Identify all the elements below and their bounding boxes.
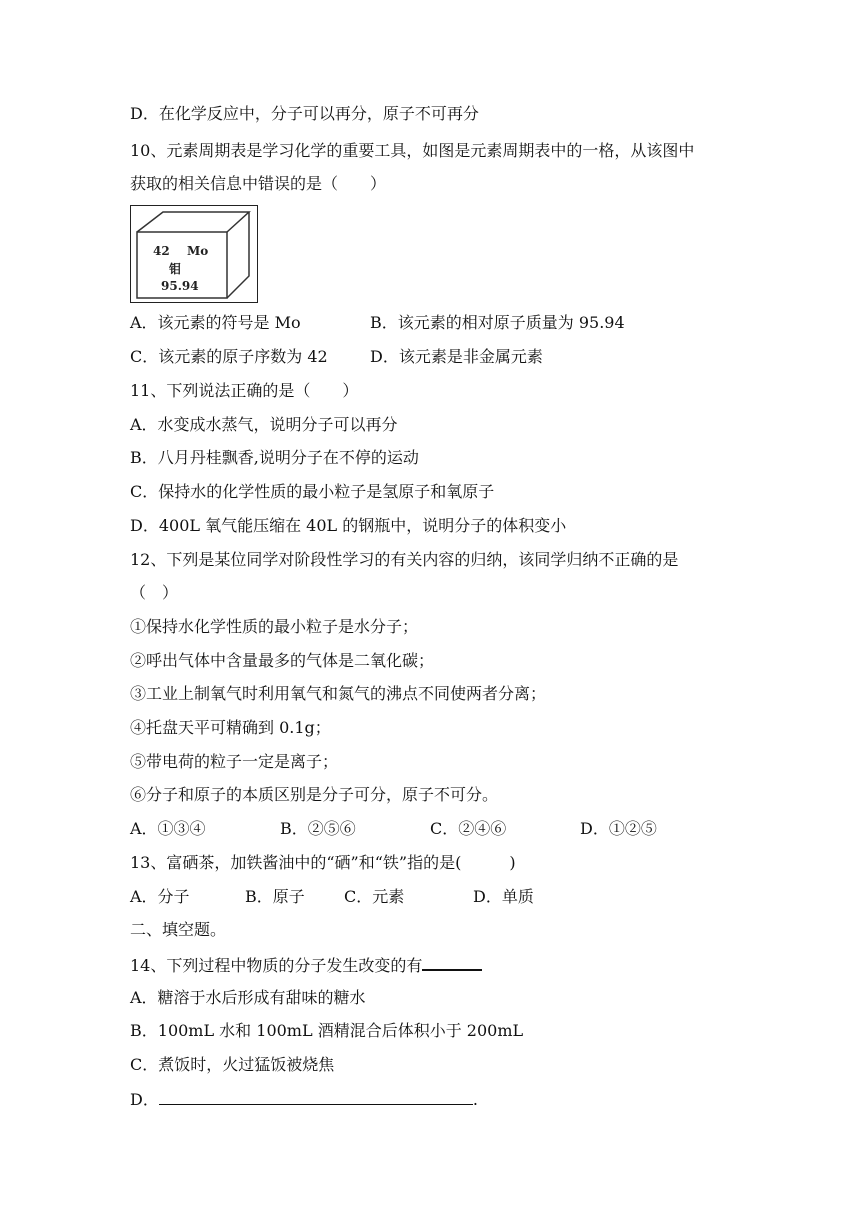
q13-option-d: D．单质 [473,887,534,906]
periodic-table-cell-image [130,205,258,303]
q12-statement-2: ②呼出气体中含量最多的气体是二氧化碳； [130,651,435,670]
q10-stem-line1: 10、元素周期表是学习化学的重要工具，如图是元素周期表中的一格，从该图中 [130,141,695,160]
q12-stem-line1: 12、下列是某位同学对阶段性学习的有关内容的归纳，该同学归纳不正确的是 [130,550,679,569]
q12-stem-line2: （ ） [130,583,179,602]
q11-option-b: B．八月丹桂飘香,说明分子在不停的运动 [130,448,419,467]
section-title: 二、填空题。 [130,920,227,939]
q12-statement-1: ①保持水化学性质的最小粒子是水分子； [130,617,419,636]
q12-option-a: A．①③④ [130,819,206,838]
atomic-number: 42 [153,244,170,258]
q14-option-c: C．煮饭时，火过猛饭被烧焦 [130,1055,335,1074]
q9-option-d: D．在化学反应中，分子可以再分，原子不可再分 [130,104,479,123]
q10-option-b: B．该元素的相对原子质量为 95.94 [370,313,625,332]
q13-option-c: C．元素 [344,887,405,906]
q14-stem: 14、下列过程中物质的分子发生改变的有 [130,956,423,975]
q12-statement-5: ⑤带电荷的粒子一定是离子； [130,752,339,771]
q14-answer-blank[interactable] [422,953,482,971]
q12-option-d: D．①②⑤ [580,819,657,838]
q14-option-d-label: D． [130,1090,159,1109]
q14-option-b: B．100mL 水和 100mL 酒精混合后体积小于 200mL [130,1021,524,1040]
q11-option-d: D．400L 氧气能压缩在 40L 的钢瓶中，说明分子的体积变小 [130,516,567,535]
q14-option-d-row [130,1088,478,1111]
q12-statement-4: ④托盘天平可精确到 0.1g； [130,718,331,737]
q12-option-c: C．②④⑥ [430,819,507,838]
q10-stem-line2: 获取的相关信息中错误的是（ ） [130,174,387,193]
element-name: 钼 [169,262,182,276]
element-symbol: Mo [187,244,209,258]
q13-option-a: A．分子 [130,887,190,906]
q13-option-b: B．原子 [245,887,305,906]
q10-option-a: A．该元素的符号是 Mo [130,313,301,332]
q10-option-c: C．该元素的原子序数为 42 [130,347,328,366]
q11-option-c: C．保持水的化学性质的最小粒子是氢原子和氧原子 [130,482,495,501]
q14-option-d-end: . [472,1090,478,1109]
q12-statement-6: ⑥分子和原子的本质区别是分子可分，原子不可分。 [130,785,499,804]
q10-option-d: D．该元素是非金属元素 [370,347,543,366]
q14-option-a: A．糖溶于水后形成有甜味的糖水 [130,988,366,1007]
q12-option-b: B．②⑤⑥ [280,819,356,838]
q14-stem-row [130,953,482,977]
atomic-mass: 95.94 [161,279,199,293]
q14-option-d-blank[interactable] [159,1088,473,1105]
q11-option-a: A．水变成水蒸气，说明分子可以再分 [130,415,398,434]
q11-stem: 11、下列说法正确的是（ ） [130,381,359,400]
q12-statement-3: ③工业上制氧气时利用氧气和氮气的沸点不同使两者分离； [130,684,547,703]
q13-stem: 13、富硒茶，加铁酱油中的“硒”和“铁”指的是( ) [130,853,516,872]
